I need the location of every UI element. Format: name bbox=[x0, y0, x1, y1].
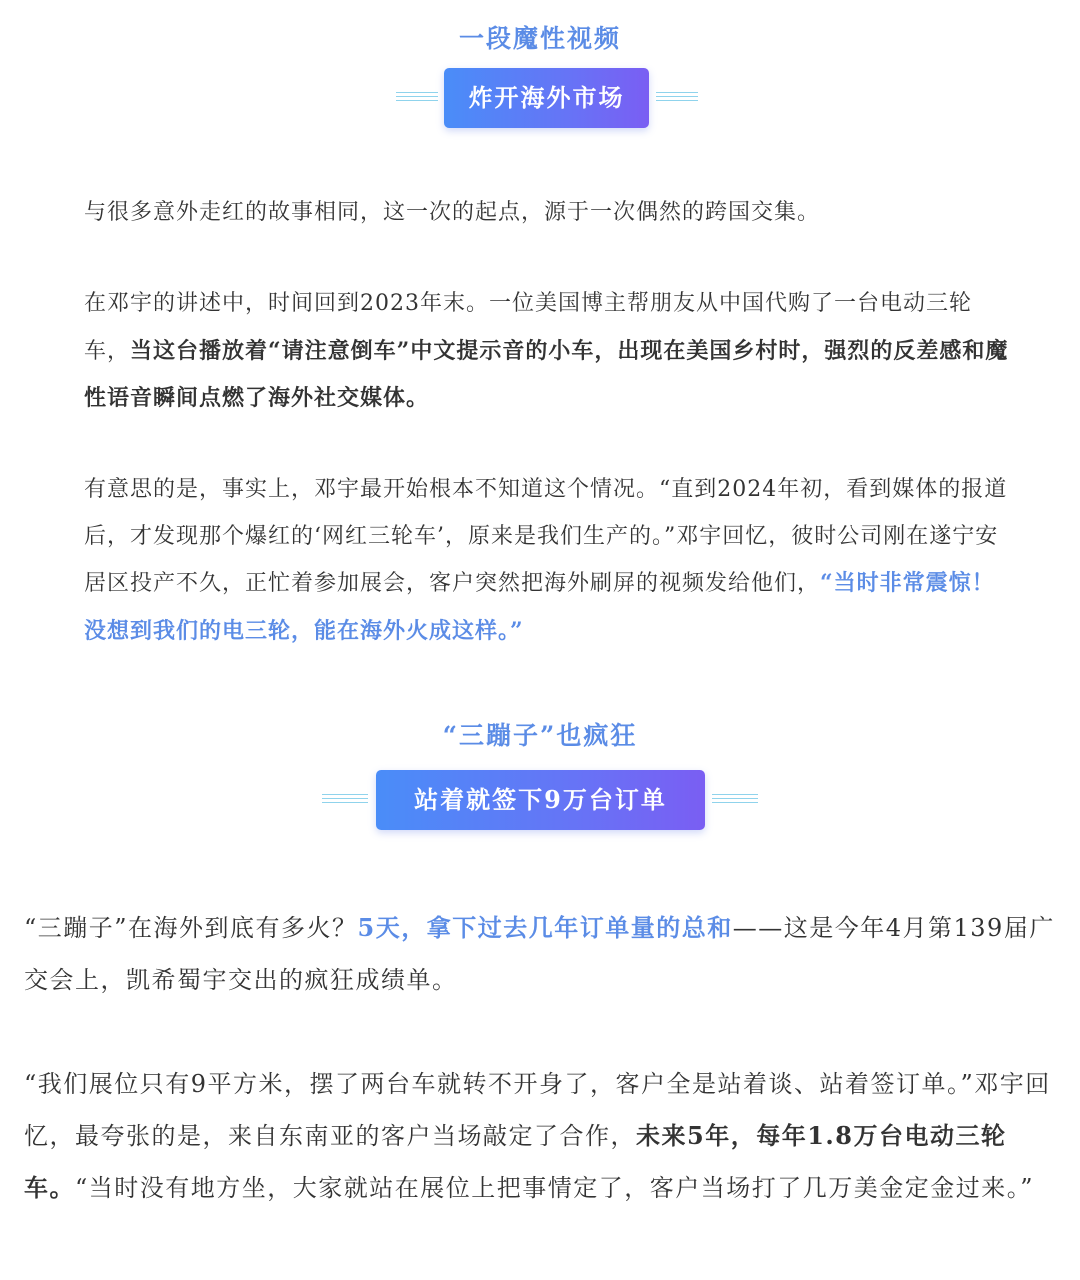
paragraph-4 bbox=[24, 902, 1064, 1006]
paragraph-3 bbox=[84, 467, 1014, 655]
section-1-banner-row bbox=[0, 68, 1080, 128]
section-1-header bbox=[0, 24, 1080, 54]
section-2-banner: 站着就签下9万台订单 bbox=[376, 770, 705, 830]
paragraph-5-text: “我们展位只有9平方米，摆了两台车就转不开身了，客户全是站着谈、站着签订单。”邓宇回忆，最夸张的是，来自东南亚的客户当场敲定了合作， bbox=[24, 1070, 1051, 1150]
section-1-banner: 炸开海外市场 bbox=[444, 68, 649, 128]
section-1-kicker: 一段魔性视频 bbox=[458, 24, 621, 53]
paragraph-1-text: 与很多意外走红的故事相同，这一次的起点，源于一次偶然的跨国交集。 bbox=[84, 200, 821, 225]
section-2-banner-row bbox=[0, 770, 1080, 830]
left-deco-lines bbox=[322, 794, 368, 807]
paragraph-1 bbox=[84, 190, 1014, 237]
paragraph-4-text: “三蹦子”在海外到底有多火？ bbox=[24, 914, 358, 942]
right-deco-lines bbox=[712, 794, 758, 807]
paragraph-5-bold-text: 未来5年，每年1.8万台电动三轮车。 bbox=[24, 1121, 1007, 1202]
paragraph-4-highlight: 5天，拿下过去几年订单量的总和 bbox=[357, 913, 733, 942]
paragraph-2 bbox=[84, 281, 1014, 423]
right-deco-lines bbox=[656, 92, 698, 105]
section-2-header bbox=[0, 721, 1080, 751]
paragraph-5-text-end: “当时没有地方坐，大家就站在展位上把事情定了，客户当场打了几万美金定金过来。” bbox=[75, 1174, 1035, 1202]
paragraph-5 bbox=[24, 1058, 1064, 1214]
left-deco-lines bbox=[396, 92, 438, 105]
paragraph-3-text: 有意思的是，事实上，邓宇最开始根本不知道这个情况。“直到2024年初，看到媒体的报道后，才发现那个爆红的‘网红三轮车’，原来是我们生产的。”邓宇回忆，彼时公司刚在遂宁安居区投产不久，正忙着参加展会，客户突然把海外刷屏的视频发给他们， bbox=[84, 477, 1008, 596]
paragraph-4-text-end: ——这是今年4月第139届广交会上，凯希蜀宇交出的疯狂成绩单。 bbox=[24, 914, 1055, 994]
section-2-kicker: “三蹦子”也疯狂 bbox=[442, 721, 638, 750]
paragraph-2-text: 在邓宇的讲述中，时间回到2023年末。一位美国博主帮朋友从中国代购了一台电动三轮车， bbox=[84, 291, 972, 364]
paragraph-3-quote: “当时非常震惊！没想到我们的电三轮，能在海外火成这样。” bbox=[84, 570, 995, 644]
paragraph-2-bold-text: 当这台播放着“请注意倒车”中文提示音的小车，出现在美国乡村时，强烈的反差感和魔性语音瞬间点燃了海外社交媒体。 bbox=[84, 337, 1009, 411]
